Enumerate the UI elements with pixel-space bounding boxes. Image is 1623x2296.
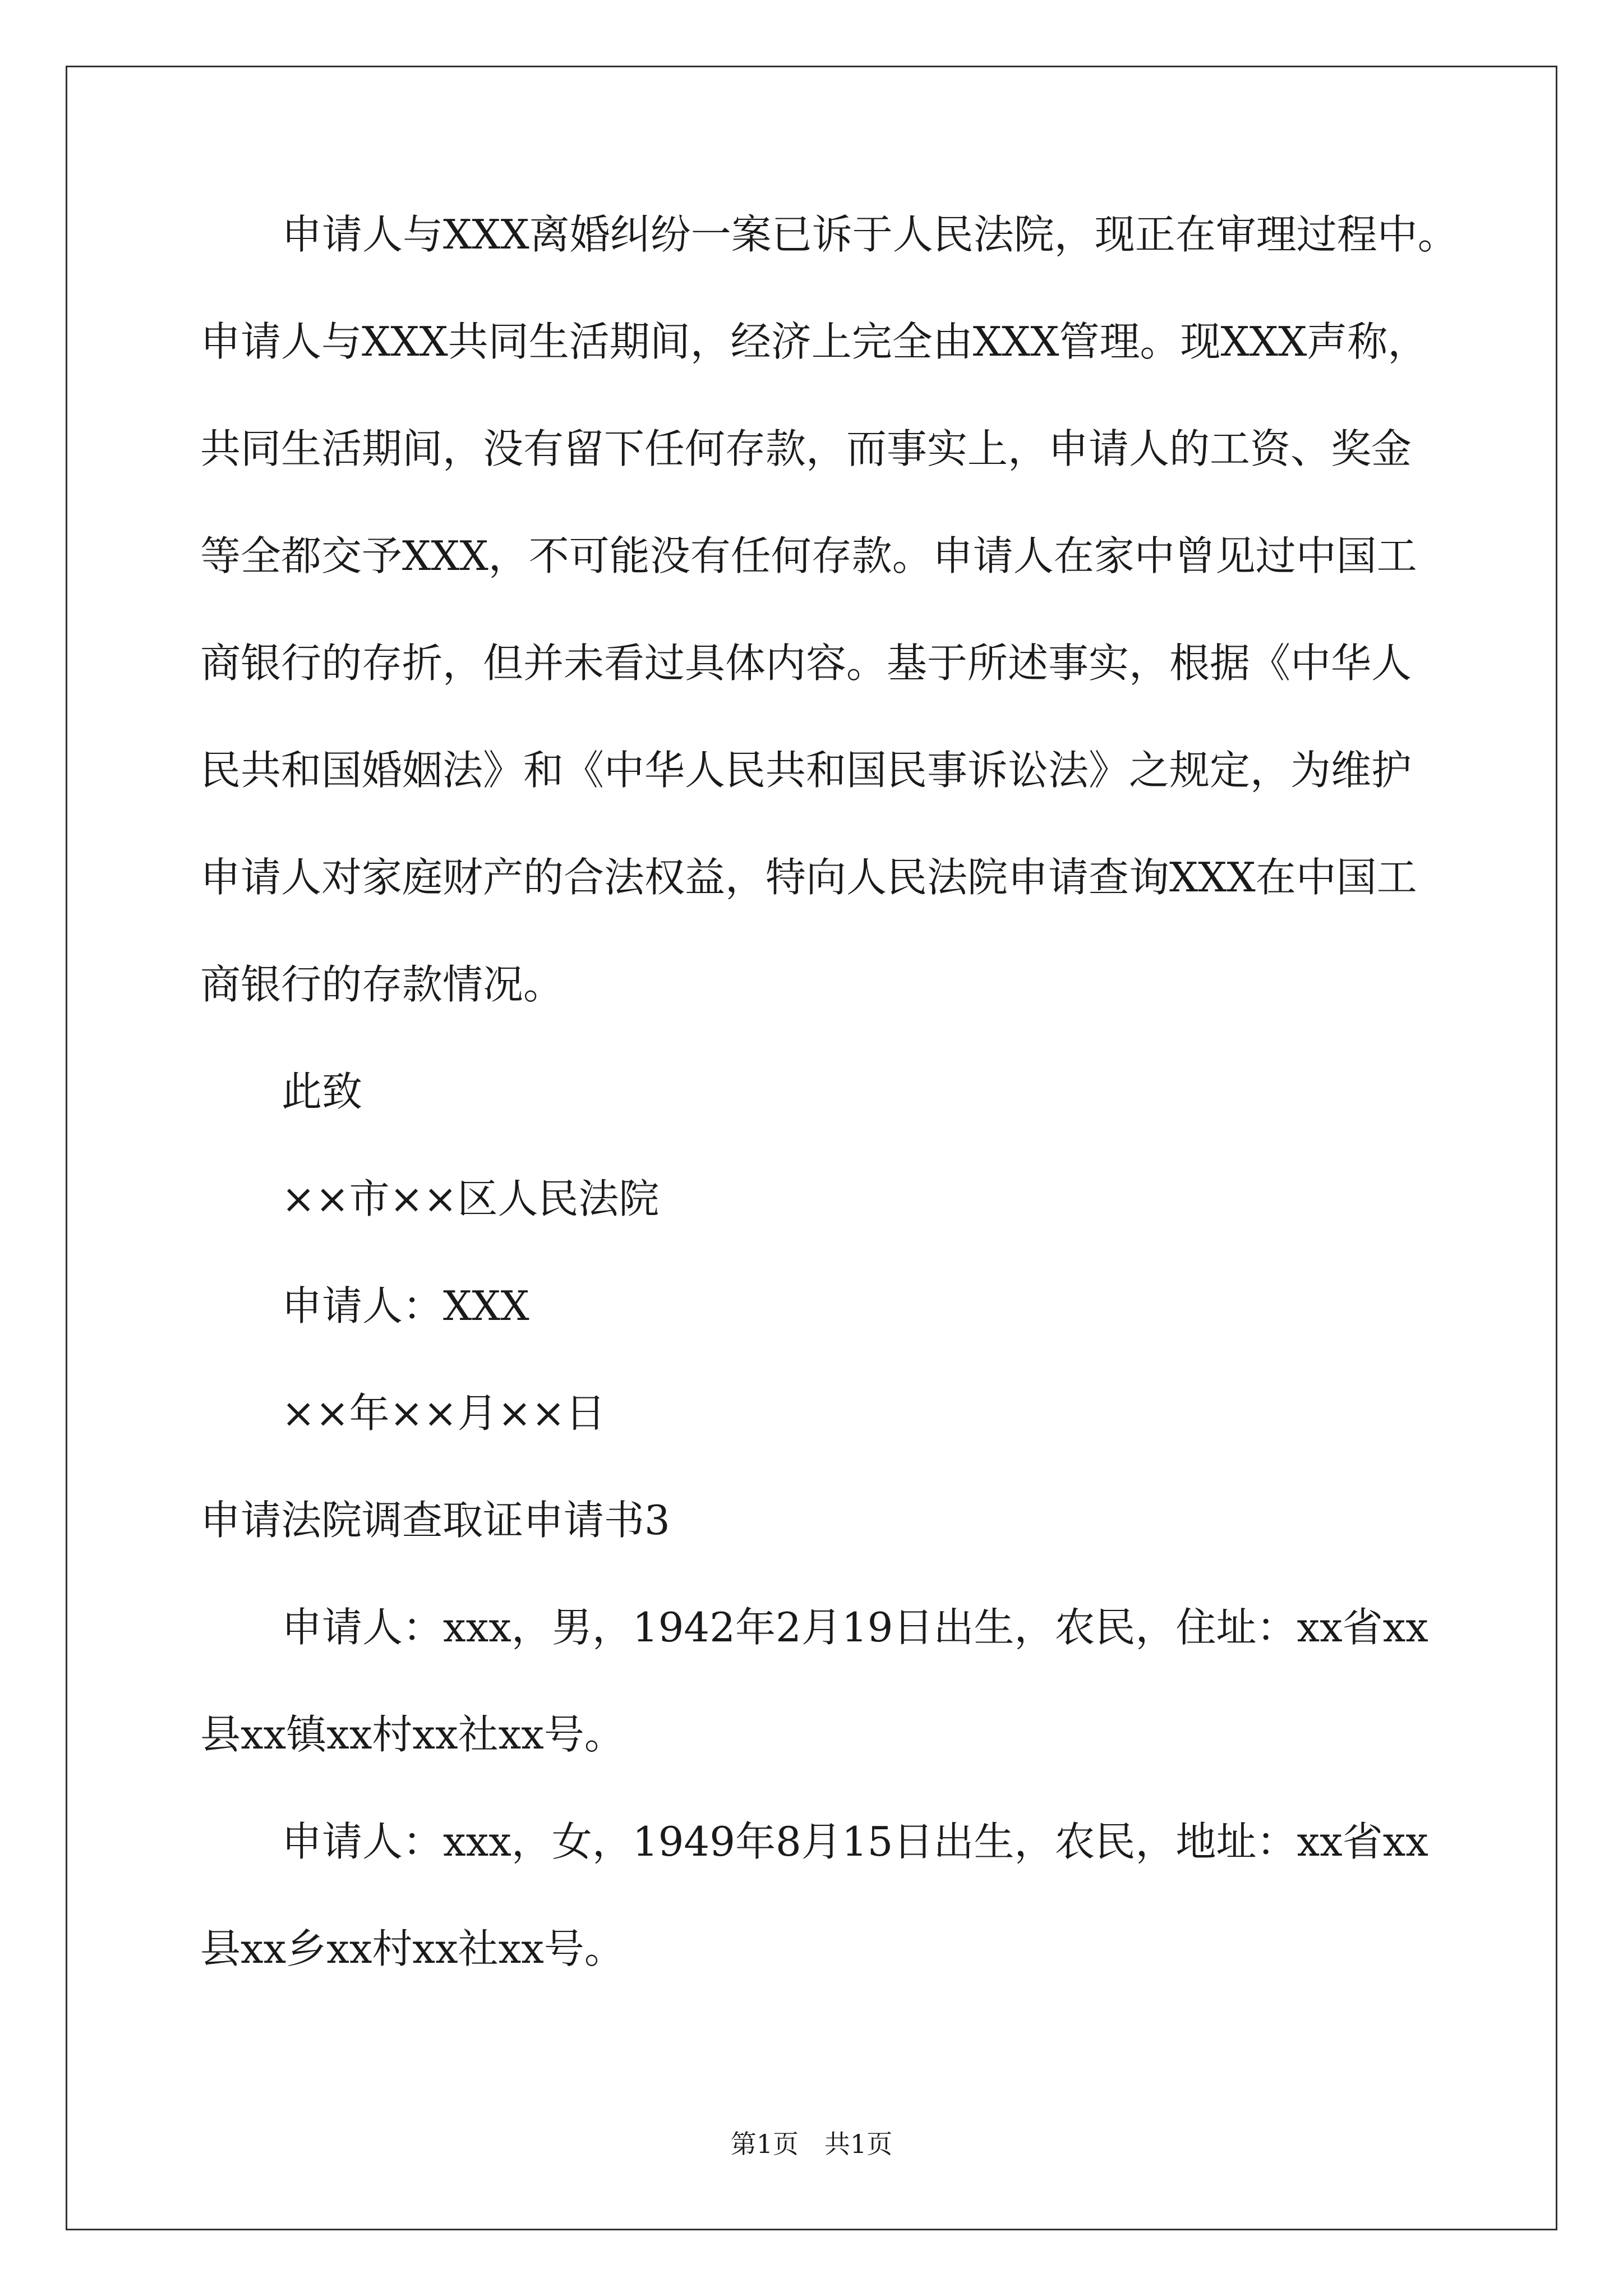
paragraph-line: 共同生活期间，没有留下任何存款，而事实上，申请人的工资、奖金 [200, 425, 1412, 472]
paragraph-line: 商银行的存折，但并未看过具体内容。基于所述事实，根据《中华人 [200, 639, 1412, 687]
salutation: 此致 [282, 1068, 363, 1115]
paragraph-line: 县xx镇xx村xx社xx号。 [200, 1711, 625, 1758]
paragraph-line: 县xx乡xx村xx社xx号。 [200, 1925, 625, 1972]
page-footer: 第1页 共1页 [730, 2129, 893, 2159]
paragraph-line: 申请人与XXX离婚纠纷一案已诉于人民法院，现正在审理过程中。 [282, 211, 1458, 258]
paragraph-line: 等全都交予XXX，不可能没有任何存款。申请人在家中曾见过中国工 [200, 532, 1417, 579]
date-line: ××年××月××日 [282, 1389, 606, 1437]
recipient-court: ××市××区人民法院 [282, 1175, 660, 1222]
section-title: 申请法院调查取证申请书3 [200, 1497, 670, 1544]
paragraph-line: 民共和国婚姻法》和《中华人民共和国民事诉讼法》之规定，为维护 [200, 747, 1412, 794]
paragraph-line: 商银行的存款情况。 [200, 961, 564, 1008]
paragraph-line: 申请人与XXX共同生活期间，经济上完全由XXX管理。现XXX声称， [200, 318, 1428, 365]
paragraph-line: 申请人：xxx，女，1949年8月15日出生，农民，地址：xx省xx [282, 1818, 1428, 1865]
page-border [66, 66, 1557, 2230]
applicant-signature: 申请人：XXX [282, 1282, 529, 1329]
paragraph-line: 申请人：xxx，男，1942年2月19日出生，农民，住址：xx省xx [282, 1604, 1428, 1651]
paragraph-line: 申请人对家庭财产的合法权益，特向人民法院申请查询XXX在中国工 [200, 854, 1417, 901]
